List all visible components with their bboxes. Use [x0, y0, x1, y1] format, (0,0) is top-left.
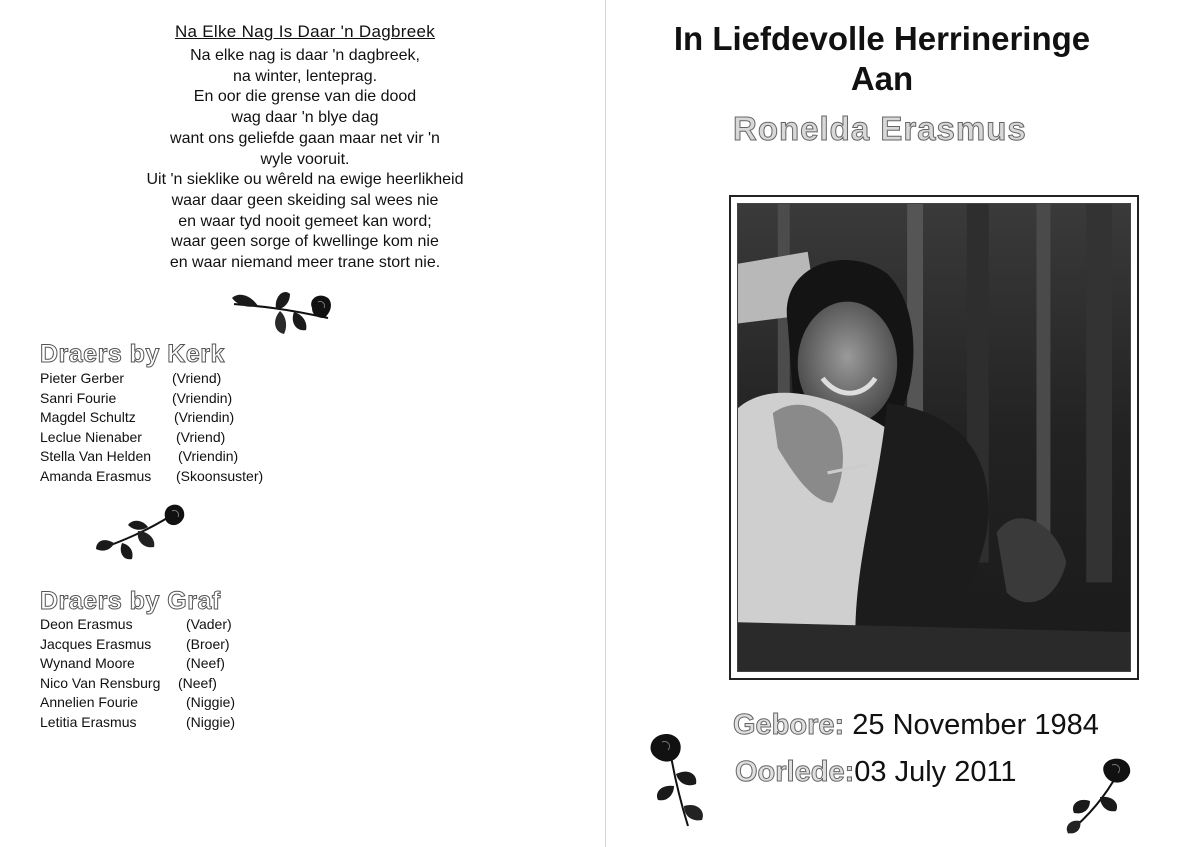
pallbearer-name: Nico Van Rensburg — [40, 674, 161, 691]
pallbearer-relation: (Niggie) — [186, 713, 236, 730]
pallbearer-name: Jacques Erasmus — [40, 635, 152, 652]
portrait-image — [738, 204, 1130, 671]
poem-line: waar geen sorge of kwellinge kom nie — [171, 233, 439, 251]
poem-line: en waar tyd nooit gemeet kan word; — [178, 212, 432, 230]
cover-title-aan: Aan — [850, 60, 914, 97]
portrait-frame — [729, 195, 1139, 680]
died-row — [735, 756, 1017, 789]
poem-body — [105, 46, 505, 274]
pallbearer-name: Leclue Nienaber — [40, 428, 142, 445]
poem-line: Uit 'n sieklike ou wêreld na ewige heerlikheid — [146, 171, 464, 189]
pallbearer-name: Magdel Schultz — [40, 409, 136, 425]
poem-line: En oor die grense van die dood — [193, 88, 417, 106]
died-date: 03 July 2011 — [854, 756, 1017, 788]
pallbearer-name: Stella Van Helden — [40, 448, 152, 464]
pallbearer-name: Letitia Erasmus — [40, 713, 137, 730]
poem-line: Na elke nag is daar 'n dagbreek, — [190, 47, 420, 64]
poem-line: na winter, lenteprag. — [232, 67, 378, 85]
deceased-name: Ronelda Erasmus — [733, 110, 1027, 147]
poem-line: waar daar geen skeiding sal wees nie — [171, 191, 439, 209]
pallbearer-name: Amanda Erasmus — [40, 467, 152, 484]
born-date: 25 November 1984 — [852, 709, 1099, 741]
rose-icon — [640, 730, 716, 830]
born-row — [733, 709, 1099, 742]
rose-icon — [228, 284, 338, 340]
pallbearer-relation: (Neef) — [178, 674, 217, 691]
died-label: Oorlede: — [735, 756, 855, 788]
poem-line: en waar niemand meer trane stort nie. — [169, 254, 441, 272]
born-label: Gebore: — [733, 709, 845, 741]
poem-line: want ons geliefde gaan maar net vir 'n — [170, 129, 440, 147]
cover-title: In Liefdevolle Herrineringe — [673, 20, 1091, 57]
pallbearer-relation: (Vader) — [186, 616, 232, 632]
poem-line: wyle vooruit. — [260, 150, 350, 168]
pallbearer-relation: (Neef) — [186, 655, 225, 671]
page-fold — [605, 0, 606, 847]
pallbearer-relation: (Vriendin) — [172, 389, 233, 406]
pallbearer-relation: (Vriend) — [176, 428, 226, 445]
pallbearer-relation: (Skoonsuster) — [176, 467, 264, 484]
portrait-photo — [737, 203, 1131, 672]
pallbearer-name: Deon Erasmus — [40, 616, 133, 632]
pallbearer-name: Sanri Fourie — [40, 389, 117, 406]
pallbearer-name: Wynand Moore — [40, 655, 135, 671]
rose-icon — [92, 497, 188, 563]
pallbearer-relation: (Broer) — [186, 635, 230, 652]
pallbearer-relation: (Vriend) — [172, 370, 222, 386]
graf-heading: Draers by Graf — [40, 587, 221, 615]
poem-line: wag daar 'n blye dag — [231, 109, 379, 127]
poem-title: Na Elke Nag Is Daar 'n Dagbreek — [174, 22, 436, 41]
pallbearer-name: Pieter Gerber — [40, 370, 125, 386]
pallbearer-relation: (Vriendin) — [174, 409, 235, 425]
rose-icon — [1060, 755, 1140, 837]
pallbearer-relation: (Niggie) — [186, 694, 236, 710]
kerk-heading: Draers by Kerk — [40, 340, 225, 368]
pallbearer-relation: (Vriendin) — [178, 448, 239, 464]
pallbearer-name: Annelien Fourie — [40, 694, 139, 710]
